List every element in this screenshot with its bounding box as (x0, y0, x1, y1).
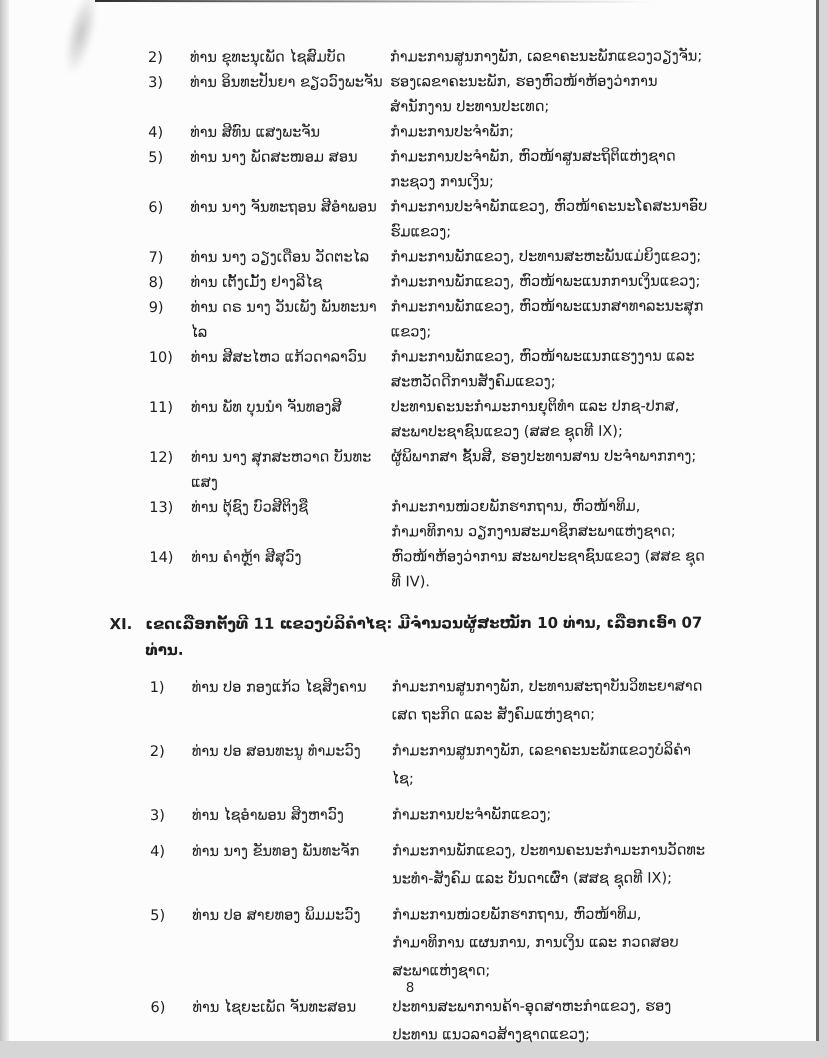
scan-edge-left (0, 0, 9, 1041)
candidate-row (148, 70, 710, 121)
candidate-row (149, 295, 711, 346)
item-number: 6) (150, 999, 166, 1016)
candidate-row (148, 120, 710, 146)
item-number: 13) (149, 499, 174, 516)
candidate-row (148, 45, 710, 71)
document-content (109, 45, 713, 1058)
item-number: 3) (148, 74, 164, 91)
candidate-name: ທ່ານ ຕຸ້ຊົງ ບົວສີຕິງຊື (191, 499, 309, 516)
candidate-position: ກຳມະການປະຈຳພັກແຂວງ, ຫົວໜ້າຄະນະໂຄສະນາອົບ ຮົມແຂວງ; (390, 198, 708, 241)
item-number: 14) (149, 549, 174, 566)
candidate-name: ທ່ານ ປອ ກອງແກ້ວ ໄຊສິງຄານ (191, 679, 367, 696)
candidate-position: ປະທານສະພາການຄ້າ-ອຸດສາຫະກຳແຂວງ, ຮອງປະທານ ແນວລາວສ້າງຊາດແຂວງ; (392, 998, 672, 1044)
candidate-name: ທ່ານ ໄຊອຳພອນ ສິງຫາວົງ (191, 807, 344, 824)
candidate-row (150, 801, 712, 830)
candidate-row (149, 270, 711, 296)
candidate-row (150, 993, 712, 1050)
candidate-row (149, 445, 711, 496)
candidate-position: ກຳມະການພັກແຂວງ, ປະທານຄະນະກຳມະການວັດທະ ນະທຳ-ສັງຄົມ ແລະ ບັນດາເຜົ່າ (ສສຊ ຊຸດທີ IX); (392, 842, 706, 888)
item-number: 10) (148, 349, 173, 366)
candidate-name: ທ່ານ ສີສະໄຫວ ແກ້ວດາລາວົນ (190, 349, 367, 366)
candidate-row (149, 545, 711, 596)
candidate-name: ທ່ານ ນາງ ພັດສະໜອມ ສອນ (190, 149, 358, 166)
candidate-name: ທ່ານ ຄຳຫຼ້າ ສີສຸວົງ (191, 549, 302, 566)
item-number: 11) (148, 399, 174, 416)
candidate-position: ຮອງເລຂາຄະນະພັກ, ຮອງຫົວໜ້າຫ້ອງວ່າການ ສຳນັກງານ ປະທານປະເທດ; (390, 73, 658, 116)
constituency-list-continuation (148, 45, 711, 596)
section-marker: XI. (109, 615, 133, 634)
candidate-position: ກຳມະການສູນກາງພັກ, ປະທານສະຖາບັນວິທະຍາສາດເສດ ຖະກິດ ແລະ ສັງຄົມແຫ່ງຊາດ; (391, 678, 703, 724)
candidate-position: ກຳມະການພັກແຂວງ, ຫົວໜ້າພະແນກສາທາລະນະສຸກ ແຂວງ; (390, 298, 704, 341)
candidate-name: ທ່ານ ນາງ ວຽງເດືອນ ວັດຕະໄລ (190, 249, 370, 266)
scan-edge-right-outer (819, 0, 828, 1041)
item-number: 4) (150, 843, 166, 860)
candidate-position: ຜູ້ພິພາກສາ ຊັ້ນສີ, ຮອງປະທານສານ ປະຈຳພາກກາງ; (391, 448, 697, 466)
item-number: 4) (148, 124, 164, 141)
item-number: 5) (150, 907, 166, 924)
candidate-row (149, 495, 711, 546)
item-number: 3) (149, 807, 165, 824)
candidate-name: ທ່ານ ປອ ສາຍທອງ ພິມມະວົງ (192, 907, 361, 924)
candidate-position: ກຳມະການໜ່ວຍພັກຮາກຖານ, ຫົວໜ້າທິມ, ກຳມາທິການ ວຽກງານສະມາຊິກສະພາແຫ່ງຊາດ; (391, 498, 676, 541)
item-number: 6) (148, 199, 164, 216)
item-number: 1) (149, 679, 165, 696)
candidate-row (148, 195, 710, 246)
page-number: 8 (405, 980, 415, 996)
item-number: 12) (149, 449, 174, 466)
item-number: 8) (148, 274, 164, 291)
candidate-position: ກຳມະການສູນກາງພັກ, ເລຂາຄະນະພັກແຂວງບໍລິຄຳໄຊ; (391, 742, 692, 788)
item-number: 2) (149, 743, 165, 760)
candidate-row (150, 673, 712, 730)
candidate-position: ກຳມະການພັກແຂວງ, ຫົວໜ້າພະແນກການເງິນແຂວງ; (390, 273, 701, 291)
candidate-position: ກຳມະການໜ່ວຍພັກຮາກຖານ, ຫົວໜ້າທິມ, ກຳມາທິການ ແຜນການ, ການເງິນ ແລະ ກວດສອບ ສະພາແຫ່ງຊາດ; (392, 906, 679, 980)
candidate-position: ກຳມະການປະຈຳພັກ, ຫົວໜ້າສູນສະຖິຕິແຫ່ງຊາດ ກະຊວງ ການເງິນ; (390, 148, 676, 191)
candidate-position: ກຳມະການສູນກາງພັກ, ເລຂາຄະນະພັກແຂວງວຽງຈັນ; (390, 48, 703, 66)
candidate-row (150, 737, 712, 794)
candidate-row (148, 145, 710, 196)
item-number: 9) (148, 299, 164, 316)
item-number: 7) (148, 249, 164, 266)
section-heading-text: ເຂດເລືອກຕັ້ງທີ 11 ແຂວງບໍລິຄຳໄຊ: ມີຈຳນວນຜູ້ສະໝັກ 10 ທ່ານ, ເລືອກເອົາ 07 ທ່ານ. (145, 613, 703, 660)
candidate-row (149, 345, 711, 396)
candidate-name: ທ່ານ ໄຊຍະເພັດ ຈັນທະສອນ (192, 999, 357, 1016)
candidate-position: ກຳມະການປະຈຳພັກ; (390, 124, 514, 141)
candidate-row (150, 901, 712, 986)
candidate-row (150, 837, 712, 894)
candidate-position: ກຳມະການພັກແຂວງ, ຫົວໜ້າພະແນກແຮງງານ ແລະ ສະຫວັດດີການສັງຄົມແຂວງ; (390, 348, 695, 391)
item-number: 5) (148, 149, 164, 166)
item-number: 2) (148, 49, 163, 66)
candidate-position: ກຳມະການປະຈຳພັກແຂວງ; (391, 806, 552, 824)
candidate-position: ກຳມະການພັກແຂວງ, ປະທານສະຫະພັນແມ່ຍິງແຂວງ; (390, 248, 702, 266)
candidate-row (149, 245, 711, 271)
candidate-name: ທ່ານ ນາງ ຂັນທອງ ພັນທະຈັກ (192, 843, 360, 860)
candidate-name: ທ່ານ ສີທົນ ແສງພະຈັນ (190, 124, 321, 141)
candidate-row (149, 395, 711, 446)
candidate-name: ທ່ານ ຂຸທະນຸເພັດ ໄຊສົມບັດ (190, 49, 346, 66)
candidate-name: ທ່ານ ພັທ ບຸນນຳ ຈັນທອງສີ (190, 399, 342, 416)
candidate-name: ທ່ານ ປອ ສອນທະນູ ທຳມະວົງ (191, 743, 361, 760)
candidate-position: ປະທານຄະນະກຳມະການຍຸຕິທຳ ແລະ ປກຊ-ປກສ, ສະພາປະຊາຊົນແຂວງ (ສສຂ ຊຸດທີ IX); (390, 398, 680, 441)
section-xi-heading (109, 610, 711, 664)
candidate-name: ທ່ານ ນາງ ຈັນທະຖອນ ສີອຳພອນ (190, 199, 377, 216)
candidate-position: ຫົວໜ້າຫ້ອງວ່າການ ສະພາປະຊາຊົນແຂວງ (ສສຂ ຊຸດທີ IV). (391, 548, 705, 591)
candidate-name: ທ່ານ ອິນທະປັນຍາ ຂຽວວົງພະຈັນ (190, 74, 383, 91)
constituency-11-list (150, 673, 713, 1050)
candidate-name: ທ່ານ ດຣ ນາງ ວັນເພັງ ພັນທະນາໄລ (190, 299, 377, 341)
candidate-name: ທ່ານ ເຕັ້ງເມັ້ງ ຢາງລີໄຊ (190, 274, 323, 291)
candidate-name: ທ່ານ ນາງ ສຸກສະຫວາດ ບັນທະແສງ (191, 449, 372, 491)
